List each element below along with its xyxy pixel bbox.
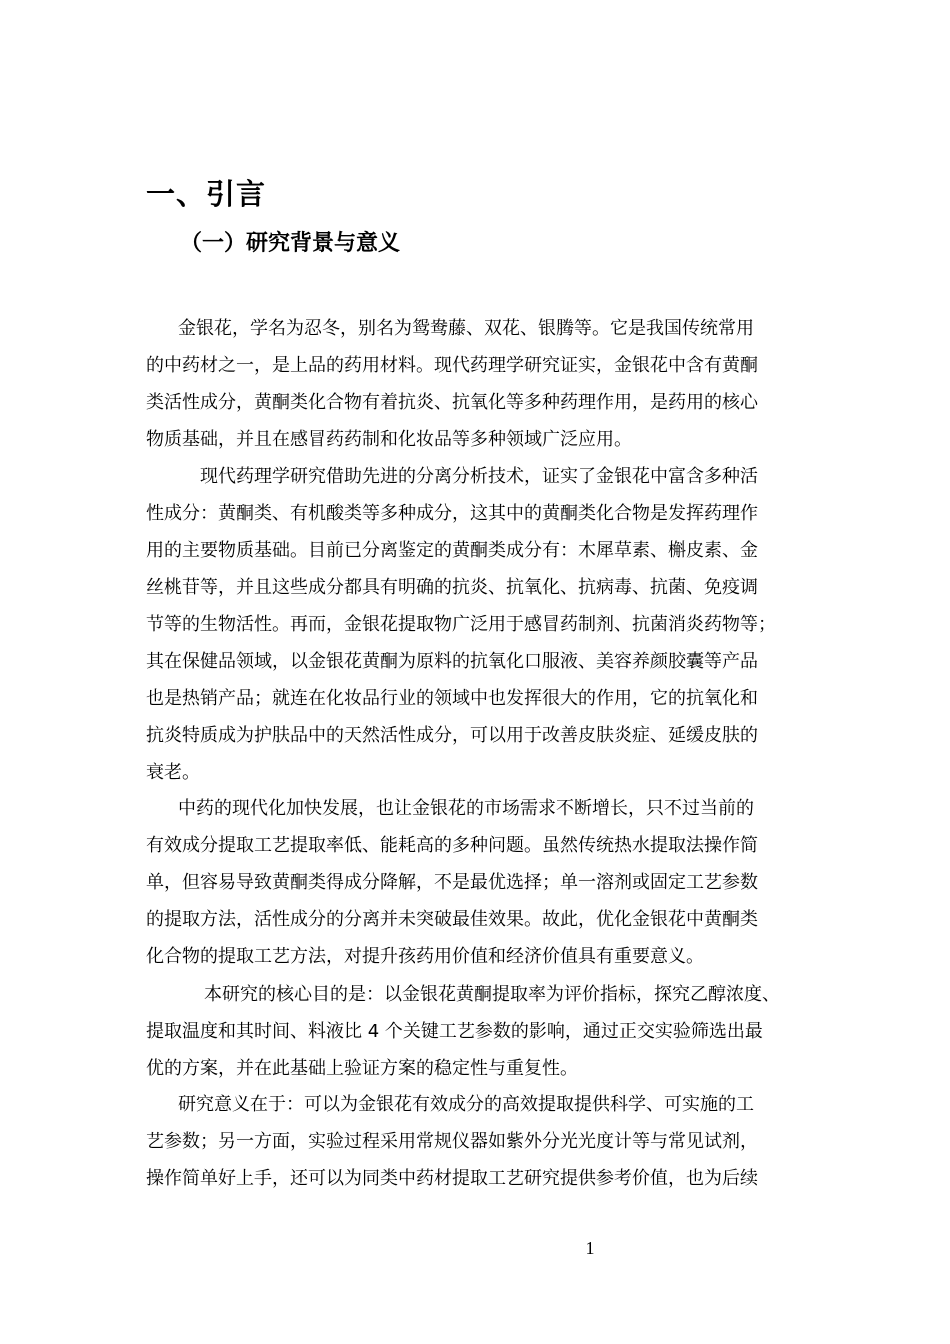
text-line: 本研究的核心目的是：以金银花黄酮提取率为评价指标，探究乙醇浓度、 <box>204 984 780 1005</box>
text-line: 其在保健品领域，以金银花黄酮为原料的抗氧化口服液、美容养颜胶囊等产品 <box>146 651 758 672</box>
text-line: 化合物的提取工艺方法，对提升孩药用价值和经济价值具有重要意义。 <box>146 946 704 967</box>
text-line: 中药的现代化加快发展，也让金银花的市场需求不断增长，只不过当前的 <box>178 798 754 819</box>
subsection-heading: （一）研究背景与意义 <box>180 231 401 256</box>
text-line: 单，但容易导致黄酮类得成分降解，不是最优选择；单一溶剂或固定工艺参数 <box>146 872 758 893</box>
text-line: 有效成分提取工艺提取率低、能耗高的多种问题。虽然传统热水提取法操作简 <box>146 835 758 856</box>
text-line: 丝桃苷等，并且这些成分都具有明确的抗炎、抗氧化、抗病毒、抗菌、免疫调 <box>146 577 758 598</box>
text-line: 研究意义在于：可以为金银花有效成分的高效提取提供科学、可实施的工 <box>178 1094 754 1115</box>
text-line: 现代药理学研究借助先进的分离分析技术，证实了金银花中富含多种活 <box>200 466 758 487</box>
text-line: 的中药材之一，是上品的药用材料。现代药理学研究证实，金银花中含有黄酮 <box>146 355 758 376</box>
section-heading: 一、引言 <box>146 177 267 211</box>
page-number: 1 <box>585 1238 595 1258</box>
text-line: 节等的生物活性。再而，金银花提取物广泛用于感冒药制剂、抗菌消炎药物等； <box>146 614 776 635</box>
text-line: 物质基础，并且在感冒药药制和化妆品等多种领域广泛应用。 <box>146 429 632 450</box>
text-line: 衰老。 <box>146 762 200 783</box>
text-line: 操作简单好上手，还可以为同类中药材提取工艺研究提供参考价值，也为后续 <box>146 1168 758 1189</box>
text-line: 优的方案，并在此基础上验证方案的稳定性与重复性。 <box>146 1058 578 1079</box>
text-line: 性成分：黄酮类、有机酸类等多种成分，这其中的黄酮类化合物是发挥药理作 <box>146 503 758 524</box>
text-line: 也是热销产品；就连在化妆品行业的领域中也发挥很大的作用，它的抗氧化和 <box>146 688 758 709</box>
text-line: 提取温度和其时间、料液比 4 个关键工艺参数的影响，通过正交实验筛选出最 <box>146 1021 763 1042</box>
text-line: 的提取方法，活性成分的分离并未突破最佳效果。故此，优化金银花中黄酮类 <box>146 909 758 930</box>
text-line: 艺参数；另一方面，实验过程采用常规仪器如紫外分光光度计等与常见试剂， <box>146 1131 758 1152</box>
text-line: 用的主要物质基础。目前已分离鉴定的黄酮类成分有：木犀草素、槲皮素、金 <box>146 540 758 561</box>
text-line: 类活性成分，黄酮类化合物有着抗炎、抗氧化等多种药理作用，是药用的核心 <box>146 392 758 413</box>
text-line: 抗炎特质成为护肤品中的天然活性成分，可以用于改善皮肤炎症、延缓皮肤的 <box>146 725 758 746</box>
text-line: 金银花，学名为忍冬，别名为鸳鸯藤、双花、银腾等。它是我国传统常用 <box>178 318 754 339</box>
